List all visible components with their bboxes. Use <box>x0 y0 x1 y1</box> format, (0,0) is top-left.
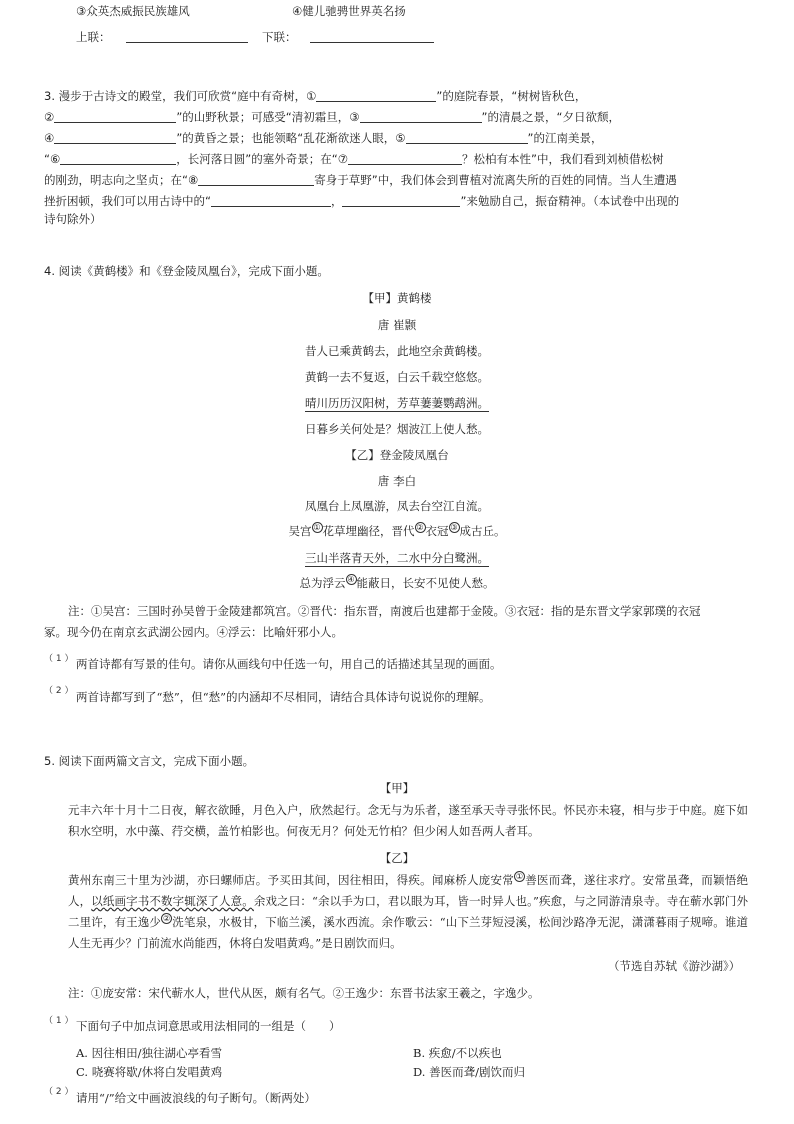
q3-line3: ④ ”的黄昏之景；也能领略“乱花渐欲迷人眼，⑤ ”的江南美景， <box>44 131 603 145</box>
q4-notes-line-1: 注：①吴宫：三国时孙吴曾于金陵建都筑宫。②晋代：指东晋，南渡后也建都于金陵。③衣冠：指的是东晋文学家郭璞的衣冠 <box>68 604 701 618</box>
footnote-marker-2: ② <box>416 523 424 532</box>
footnote-marker-4: ④ <box>347 575 355 584</box>
poem2-line-3-underlined: 三山半落青天外，二水中分白鹭洲。 <box>305 551 489 565</box>
poem1-line-4: 日暮乡关何处是？烟波江上使人愁。 <box>305 422 489 436</box>
footnote-marker-yi-1: ① <box>515 872 524 881</box>
passage-yi-label: 【乙】 <box>379 851 415 865</box>
passage-jia-text: 元丰六年十月十二日夜，解衣欲睡，月色入户，欣然起行。念无与为乐者，遂至承天寺寻张怀民。怀民亦未寝，相与步于中庭。庭下如积水空明，水中藻、荇交横，盖竹柏影也。何夜无月？何处无竹柏？但少闲人如吾两人者耳。 <box>68 803 748 838</box>
q3-line1: 3. 漫步于古诗文的殿堂，我们可欣赏“庭中有奇树，① ”的庭院春景，“树树皆秋色， <box>44 89 587 103</box>
q4-sub1-text: 两首诗都有写景的佳句。请你从画线句中任选一句，用自己的话描述其呈现的画面。 <box>76 657 502 671</box>
poem1-title: 【甲】黄鹤楼 <box>362 291 432 305</box>
q3-line5: 的刚劲，明志向之坚贞；在“⑧ 寄身于草野”中，我们体会到曹植对流离失所的百姓的同情。当人生遭遇 <box>44 173 677 187</box>
q3-blank-8[interactable] <box>198 173 314 186</box>
passage-yi-text: 黄州东南三十里为沙湖，亦曰螺师店。予买田其间，因往相田，得疾。闻麻桥人庞安常 ① 善医而聋，遂往求疗。安常虽聋，而颖悟绝人，以纸画字书不数字辄深了人意。余戏之曰：“余以手为口，君以眼为耳，皆一时异人也。”疾愈，与之同游清泉寺。寺在蕲水郭门外二里许，有王逸少 ② 洗笔泉，水极甘，下临兰溪，溪水西流。余作歌云：“山下兰芽短浸溪，松间沙路净无泥，潇潇暮雨子规啼。谁道人生无再少？门前流水尚能西，休将白发唱黄鸡。”是日剧饮而归。 <box>68 872 749 950</box>
poem2-line-2: 吴宫 ① 花草埋幽径，晋代 ② 衣冠 ③ 成古丘。 <box>288 523 506 538</box>
q3-blank-2[interactable] <box>54 110 176 123</box>
q3-line7: 诗句除外） <box>44 212 102 226</box>
q5-sub2-number: （ 2 ） <box>44 1087 74 1097</box>
option-3: ③众英杰威振民族雄风 <box>76 4 190 18</box>
q3-blank-4[interactable] <box>54 131 176 144</box>
poem2-author: 唐 李白 <box>377 474 417 488</box>
footnote-marker-3: ③ <box>450 523 458 532</box>
q5-heading: 5. 阅读下面两篇文言文，完成下面小题。 <box>44 754 255 768</box>
upper-couplet-label: 上联： <box>76 30 111 44</box>
footnote-marker-1: ① <box>313 523 321 532</box>
q3-blank-7[interactable] <box>348 152 462 165</box>
wavy-underlined-sentence: 以纸画字书不数字辄深了人意。 <box>91 894 254 908</box>
footnote-marker-yi-2: ② <box>162 914 171 923</box>
q5-option-b[interactable]: B. 疾愈/不以疾也 <box>413 1046 502 1060</box>
poem2-line-3 <box>0 550 794 566</box>
q5-sub2-text: 请用“/”给文中画波浪线的句子断句。（断两处） <box>76 1091 316 1105</box>
poem2-line-1: 凤凰台上凤凰游，凤去台空江自流。 <box>305 499 489 513</box>
q3-line6: 挫折困顿，我们可以用古诗中的“ ， ”来勉励自己，振奋精神。（本试卷中出现的 <box>44 194 680 208</box>
q5-notes: 注：①庞安常：宋代蕲水人，世代从医，颇有名气。②王逸少：东晋书法家王羲之，字逸少。 <box>68 986 540 1000</box>
q4-sub2-text: 两首诗都写到了“愁”，但“愁”的内涵却不尽相同，请结合具体诗句说说你的理解。 <box>76 690 491 704</box>
q3-blank-3[interactable] <box>360 110 482 123</box>
lower-couplet-label: 下联： <box>262 30 297 44</box>
q3-line4: “⑥ ，长河落日圆”的塞外奇景；在“⑦ ？松柏有本性”中，我们看到刘桢借松树 <box>44 152 664 166</box>
q4-notes-line-2: 冢。现今仍在南京玄武湖公园内。④浮云：比喻奸邪小人。 <box>44 625 343 639</box>
q4-sub1-number: （ 1 ） <box>44 654 74 664</box>
q3-line2: ② ”的山野秋景；可感受“清初霜旦，③ ”的清晨之景，“夕日欲颓， <box>44 110 620 124</box>
poem1-line-3 <box>0 395 794 411</box>
q3-blank-9[interactable] <box>211 194 331 207</box>
lower-couplet-blank[interactable] <box>310 30 434 43</box>
q3-blank-10[interactable] <box>342 194 460 207</box>
poem1-line-2: 黄鹤一去不复返，白云千载空悠悠。 <box>305 370 489 384</box>
q5-option-c[interactable]: C. 哓赛将歇/休将白发唱黄鸡 <box>76 1065 223 1079</box>
passage-source: （节选自苏轼《游沙湖》） <box>608 959 741 973</box>
poem1-line-3-underlined: 晴川历历汉阳树，芳草萋萋鹦鹉洲。 <box>305 396 489 410</box>
q3-blank-6[interactable] <box>60 152 176 165</box>
q4-heading: 4. 阅读《黄鹤楼》和《登金陵凤凰台》，完成下面小题。 <box>44 264 329 278</box>
q3-blank-1[interactable] <box>316 89 436 102</box>
poem1-author: 唐 崔颢 <box>377 318 417 332</box>
q5-option-d[interactable]: D. 善医而聋/剧饮而归 <box>413 1065 525 1079</box>
q5-option-a[interactable]: A. 因往相田/独往湖心亭看雪 <box>76 1046 222 1060</box>
poem2-title: 【乙】登金陵凤凰台 <box>345 448 449 462</box>
q5-sub1-text: 下面句子中加点词意思或用法相同的一组是（ ） <box>76 1019 341 1033</box>
option-4: ④健儿驰骋世界英名扬 <box>292 4 406 18</box>
poem1-line-1: 昔人已乘黄鹤去，此地空余黄鹤楼。 <box>305 344 489 358</box>
poem2-line-4: 总为浮云 ④ 能蔽日，长安不见使人愁。 <box>299 575 495 590</box>
upper-couplet-blank[interactable] <box>126 30 248 43</box>
passage-jia-label: 【甲】 <box>379 781 415 795</box>
q5-sub1-number: （ 1 ） <box>44 1016 74 1026</box>
q4-sub2-number: （ 2 ） <box>44 686 74 696</box>
q3-blank-5[interactable] <box>406 131 528 144</box>
